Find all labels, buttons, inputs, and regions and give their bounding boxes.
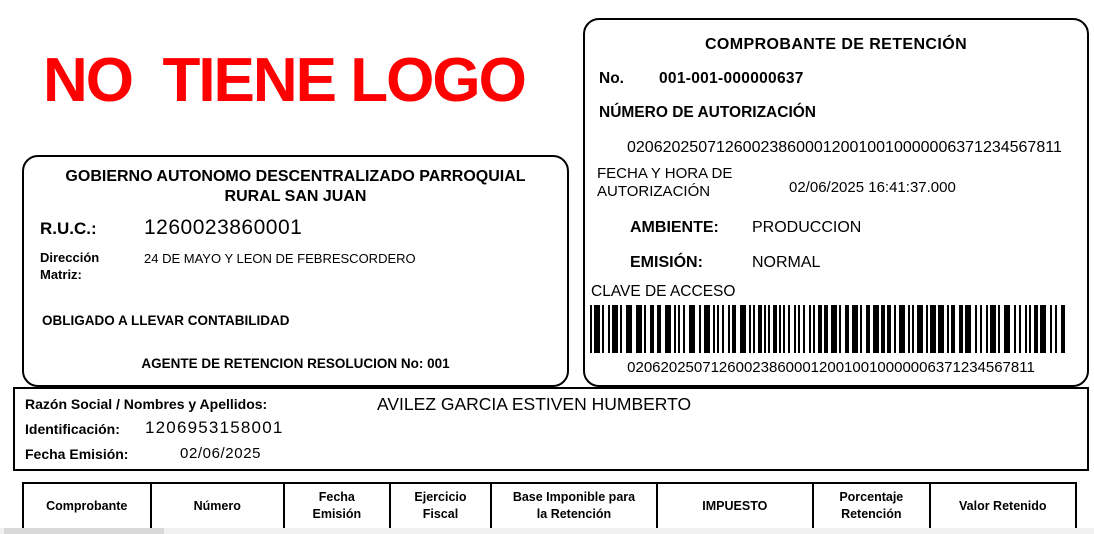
emitter-box bbox=[22, 155, 569, 387]
logo-placeholder-text: NO TIENE LOGO bbox=[43, 46, 525, 115]
table-column-header: Comprobante bbox=[46, 498, 128, 513]
document-title: COMPROBANTE DE RETENCIÓN bbox=[704, 36, 968, 53]
horizontal-scrollbar-thumb[interactable] bbox=[4, 528, 164, 534]
table-column-header: Valor Retenido bbox=[929, 484, 1075, 534]
environment-value: PRODUCCION bbox=[752, 219, 862, 236]
table-column-header: IMPUESTO bbox=[656, 484, 812, 534]
issue-date-label: Fecha Emisión: bbox=[25, 446, 129, 462]
ruc-label: R.U.C.: bbox=[40, 219, 97, 238]
authorization-number-label: NÚMERO DE AUTORIZACIÓN bbox=[599, 104, 816, 121]
document-number-label: No. bbox=[599, 70, 624, 87]
access-key-label: CLAVE DE ACCESO bbox=[591, 283, 736, 300]
emission-label: EMISIÓN: bbox=[630, 254, 703, 271]
table-column-header: Ejercicio Fiscal bbox=[389, 484, 491, 534]
recipient-name-value: AVILEZ GARCIA ESTIVEN HUMBERTO bbox=[377, 394, 692, 414]
table-column-header: Fecha Emisión bbox=[283, 484, 389, 534]
emission-value: NORMAL bbox=[752, 254, 821, 271]
document-number-value: 001-001-000000637 bbox=[659, 70, 804, 87]
retention-agent-note: AGENTE DE RETENCION RESOLUCION No: 001 bbox=[141, 356, 450, 371]
recipient-id-value: 1206953158001 bbox=[145, 418, 284, 437]
authorization-number-value: 0206202507126002386000120010010000006371234567811 bbox=[627, 139, 1062, 156]
access-key-number: 0206202507126002386000120010010000006371234567811 bbox=[627, 359, 1035, 376]
ruc-value: 1260023860001 bbox=[144, 216, 303, 239]
table-column-header: Base Imponible para la Retención bbox=[490, 484, 655, 534]
emitter-name: GOBIERNO AUTONOMO DESCENTRALIZADO PARROQUIAL RURAL SAN JUAN bbox=[65, 168, 526, 205]
environment-label: AMBIENTE: bbox=[630, 219, 719, 236]
table-column-header: Número bbox=[150, 484, 283, 534]
retention-table-header bbox=[22, 482, 1077, 534]
recipient-name-label: Razón Social / Nombres y Apellidos: bbox=[25, 396, 268, 412]
access-key-barcode bbox=[590, 305, 1068, 353]
address-label: Dirección Matriz: bbox=[40, 250, 100, 282]
authorization-datetime-label: FECHA Y HORA DE AUTORIZACIÓN bbox=[597, 165, 733, 200]
recipient-id-label: Identificación: bbox=[25, 421, 120, 437]
issue-date-value: 02/06/2025 bbox=[180, 445, 262, 462]
accounting-obligation-note: OBLIGADO A LLEVAR CONTABILIDAD bbox=[42, 313, 290, 328]
address-value: 24 DE MAYO Y LEON DE FEBRESCORDERO bbox=[144, 251, 416, 266]
document-box bbox=[583, 18, 1089, 387]
horizontal-scrollbar[interactable] bbox=[0, 528, 1094, 534]
table-column-header: Porcentaje Retención bbox=[812, 484, 929, 534]
authorization-datetime-value: 02/06/2025 16:41:37.000 bbox=[789, 179, 956, 196]
recipient-box bbox=[13, 387, 1089, 471]
